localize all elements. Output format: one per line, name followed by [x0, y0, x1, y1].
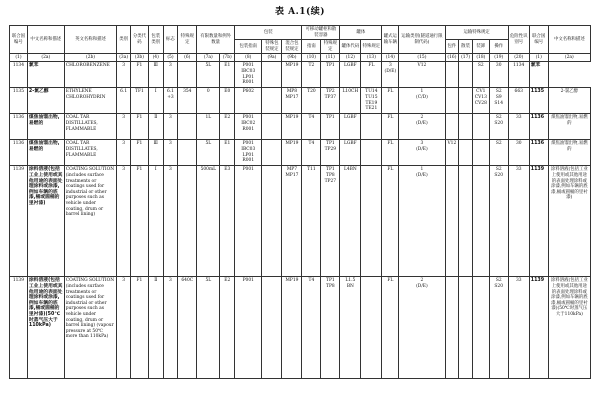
table-cell: 3 (D/E)	[382, 62, 399, 88]
table-cell: 3	[163, 166, 178, 277]
hdr-tank-group: 可移动罐柜和散装容器	[302, 26, 340, 40]
table-cell: FL	[382, 140, 399, 166]
hdr-pack-instr: 包装指南	[235, 40, 262, 54]
column-number: (16)	[445, 54, 459, 62]
table-cell	[178, 114, 197, 140]
table-cell: MP19	[282, 114, 302, 140]
table-cell: 煤焦油馏出物,易燃的	[548, 140, 590, 166]
table-cell	[262, 277, 282, 379]
table-cell: TP1 TP8	[321, 277, 340, 379]
hdr-tank-adr: 罐体	[340, 26, 382, 40]
table-cell: E2	[220, 114, 235, 140]
table-cell: COAL TAR DISTILLATES, FLAMMABLE	[64, 140, 117, 166]
table-cell: 33	[508, 277, 529, 379]
table-cell: ETHYLENE CHLOROHYDRIN	[64, 88, 117, 114]
table-cell: S2 S20	[489, 166, 508, 277]
table-cell: MP19	[282, 140, 302, 166]
table-cell: T20	[302, 88, 321, 114]
table-cell: V12	[445, 140, 459, 166]
hdr-pack-special: 特殊包装规定	[262, 40, 282, 54]
table-cell	[472, 114, 489, 140]
column-number: (7a)	[197, 54, 220, 62]
table-cell: Ⅰ	[148, 166, 163, 277]
hdr-class-code: 分类代码	[130, 26, 148, 54]
table-cell: 3	[117, 166, 131, 277]
table-cell: 5L	[197, 140, 220, 166]
table-cell: P001 IBC02 R001	[235, 114, 262, 140]
column-number: (4)	[148, 54, 163, 62]
table-cell: TP1 TP29	[321, 140, 340, 166]
table-cell: 30	[489, 62, 508, 88]
table-cell	[459, 166, 473, 277]
hdr-tank-sp: 特殊规定	[321, 40, 340, 54]
table-cell: E2	[220, 277, 235, 379]
table-row	[10, 277, 591, 379]
column-number: (1)	[529, 54, 548, 62]
table-cell: 5L	[197, 277, 220, 379]
column-number: (7b)	[220, 54, 235, 62]
table-cell: TU14 TU15 TE19 TE21	[361, 88, 382, 114]
hdr-pg: 包装类别	[148, 26, 163, 54]
table-cell: 2-氯乙醇	[27, 88, 64, 114]
hdr-load: 装卸	[472, 40, 489, 54]
column-number: (19)	[489, 54, 508, 62]
table-cell: MP8 MP17	[282, 88, 302, 114]
hdr-sp: 特殊规定	[178, 26, 197, 54]
column-number: (12)	[340, 54, 361, 62]
hdr-limited: 有限数量和例外数量	[197, 26, 235, 54]
hdr-un-no2: 联合国编号	[529, 26, 548, 54]
table-cell	[361, 114, 382, 140]
table-cell	[361, 140, 382, 166]
table-cell: FL	[382, 88, 399, 114]
table-cell: 30	[508, 140, 529, 166]
table-cell: S2 S9 S14	[489, 88, 508, 114]
table-cell: P001 IBC03 LP01 R001	[235, 62, 262, 88]
column-number: (9a)	[262, 54, 282, 62]
table-title: 表 A.1(续)	[274, 7, 326, 17]
hdr-en-name: 英文名称和描述	[64, 26, 117, 54]
table-cell: 1136	[10, 114, 28, 140]
table-cell: CV1 CV13 CV28	[472, 88, 489, 114]
table-cell	[361, 277, 382, 379]
hdr-tank-sp2: 特殊规定	[361, 40, 382, 54]
table-cell: 3	[117, 140, 131, 166]
hdr-bulk: 散装	[459, 40, 473, 54]
table-cell: P001	[235, 277, 262, 379]
table-cell	[445, 114, 459, 140]
table-body	[10, 62, 591, 379]
table-cell: 2-氯乙醇	[548, 88, 590, 114]
table-cell: F1	[130, 114, 148, 140]
table-cell: 煤焦油馏出物,易燃的	[27, 140, 64, 166]
table-cell: 2 (D/E)	[399, 114, 445, 140]
table-cell: 5L	[197, 62, 220, 88]
table-row	[10, 166, 591, 277]
table-cell: E3	[220, 166, 235, 277]
table-cell: CHLOROBENZENE	[64, 62, 117, 88]
table-cell	[178, 140, 197, 166]
column-number-row	[10, 54, 591, 62]
table-cell: 1139	[10, 166, 28, 277]
table-cell: F1	[130, 277, 148, 379]
table-cell: 640C	[178, 277, 197, 379]
table-row	[10, 140, 591, 166]
hdr-label: 标志	[163, 26, 178, 54]
table-cell: S2 S20	[489, 277, 508, 379]
table-cell: LGBF	[340, 114, 361, 140]
table-cell: 涂料溶液(包括工业上使用或其他用途的表面处理涂料或涂漆,例如车辆的底漆,桶或圆桶的里衬漆)(50℃时蒸气压大于110kPa)	[548, 277, 590, 379]
table-cell: TP1 TP8 TP27	[321, 166, 340, 277]
column-number: (14)	[382, 54, 399, 62]
table-cell	[459, 277, 473, 379]
table-cell: MP19	[282, 62, 302, 88]
table-cell: FL	[382, 166, 399, 277]
table-cell: COATING SOLUTION (includes surface treatments or coatings used for industrial or other purposes such as vehicle under coating, drum or barrel lining)	[64, 166, 117, 277]
table-cell: 500mL	[197, 166, 220, 277]
column-number: (2a)	[27, 54, 64, 62]
table-cell: T4	[302, 114, 321, 140]
table-cell: T2	[302, 62, 321, 88]
table-cell: 33	[508, 114, 529, 140]
table-cell	[459, 62, 473, 88]
column-number: (1)	[10, 54, 28, 62]
table-cell: 3	[163, 62, 178, 88]
table-cell: 涂料溶液(包括工业上使用或其他用途的表面处理涂料或涂漆,例如车辆的底漆,桶或圆桶的里衬漆)(50℃时蒸气压大于110kPa)	[27, 277, 64, 379]
table-cell: E1	[220, 140, 235, 166]
table-cell: 3	[117, 277, 131, 379]
table-cell: 3	[117, 114, 131, 140]
table-cell: LGBF	[340, 62, 361, 88]
table-cell: 663	[508, 88, 529, 114]
table-cell	[445, 88, 459, 114]
column-number: (2a)	[548, 54, 590, 62]
table-cell	[472, 140, 489, 166]
table-cell: 1139	[529, 166, 548, 277]
hdr-class: 类别	[117, 26, 131, 54]
table-cell: 涂料溶液(包括工业上使用或其他用途的表面处理涂料或涂漆,例如车辆的底漆,桶或圆桶的里衬漆)	[548, 166, 590, 277]
table-cell: 1136	[529, 140, 548, 166]
table-cell: MP19	[282, 277, 302, 379]
table-cell: TF1	[130, 88, 148, 114]
table-cell	[178, 62, 197, 88]
table-cell: 2 (D/E)	[399, 277, 445, 379]
hdr-zh-name: 中文名称和描述	[27, 26, 64, 54]
table-cell: 1 (C/D)	[399, 88, 445, 114]
table-cell: L10CH	[340, 88, 361, 114]
column-number: (13)	[361, 54, 382, 62]
table-cell: FL	[382, 114, 399, 140]
table-cell: T4	[302, 277, 321, 379]
column-number: (15)	[399, 54, 445, 62]
table-cell: 煤焦油馏出物,易燃的	[548, 114, 590, 140]
table-cell: 1136	[529, 114, 548, 140]
hdr-tank-instr: 指南	[302, 40, 321, 54]
hdr-pkg: 包件	[445, 40, 459, 54]
table-cell: 氯苯	[27, 62, 64, 88]
table-cell: F1	[130, 166, 148, 277]
table-cell: Ⅲ	[148, 62, 163, 88]
table-cell: E1	[220, 62, 235, 88]
table-cell: 1135	[529, 88, 548, 114]
hdr-op: 操作	[489, 40, 508, 54]
table-cell: 涂料溶液(包括工业上使用或其他用途的表面处理涂料或涂漆,例如车辆的底漆,桶或圆桶的里衬漆)	[27, 166, 64, 277]
column-number: (8)	[235, 54, 262, 62]
table-cell: 1135	[10, 88, 28, 114]
table-cell: V12	[399, 62, 445, 88]
table-cell: 6.1 +3	[163, 88, 178, 114]
table-cell	[262, 166, 282, 277]
table-cell: F1	[130, 140, 148, 166]
table-cell: LGBF	[340, 140, 361, 166]
table-cell: 煤焦油馏出物,易燃的	[27, 114, 64, 140]
table-cell: 1136	[10, 140, 28, 166]
table-cell: 3 (D/E)	[399, 140, 445, 166]
table-cell: FL	[382, 277, 399, 379]
table-cell: P602	[235, 88, 262, 114]
hdr-tank-code: 罐体代码	[340, 40, 361, 54]
column-number: (3a)	[117, 54, 131, 62]
table-cell: TP2 TP37	[321, 88, 340, 114]
table-cell: COAL TAR DISTILLATES, FLAMMABLE	[64, 114, 117, 140]
table-cell: L4BN	[340, 166, 361, 277]
table-cell: E0	[220, 88, 235, 114]
table-cell	[459, 88, 473, 114]
table-cell: S2	[472, 62, 489, 88]
table-cell: S2 S20	[489, 114, 508, 140]
table-cell: 0	[197, 88, 220, 114]
table-cell: 3	[117, 62, 131, 88]
table-cell: TP1	[321, 114, 340, 140]
hdr-transport-cat: 运输类别(隧道通行限制代码)	[399, 26, 445, 54]
table-cell	[459, 114, 473, 140]
table-cell: 1 (D/E)	[399, 166, 445, 277]
table-cell	[459, 140, 473, 166]
column-number: (5)	[163, 54, 178, 62]
column-number: (3b)	[130, 54, 148, 62]
table-cell: T11	[302, 166, 321, 277]
column-number: (10)	[302, 54, 321, 62]
table-cell: 1139	[529, 277, 548, 379]
table-cell	[472, 277, 489, 379]
column-number: (9b)	[282, 54, 302, 62]
hdr-un-no: 联合国编号	[10, 26, 28, 54]
table-cell: Ⅰ	[148, 88, 163, 114]
hdr-zh-name2: 中文名称和描述	[548, 26, 590, 54]
column-number: (2b)	[64, 54, 117, 62]
hdr-hazard-id: 危险性识别号	[508, 26, 529, 54]
column-number: (20)	[508, 54, 529, 62]
table-cell	[472, 166, 489, 277]
table-cell: L1.5 BN	[340, 277, 361, 379]
table-row	[10, 114, 591, 140]
hdr-transport-special: 运输特殊规定	[445, 26, 508, 40]
column-number: (11)	[321, 54, 340, 62]
table-cell	[445, 277, 459, 379]
table-cell: MP7 MP17	[282, 166, 302, 277]
hdr-vehicle: 罐式运输车辆	[382, 26, 399, 54]
table-cell: 354	[178, 88, 197, 114]
table-cell: 1139	[10, 277, 28, 379]
column-number: (17)	[459, 54, 473, 62]
column-number: (18)	[472, 54, 489, 62]
table-cell	[262, 114, 282, 140]
column-number: (6)	[178, 54, 197, 62]
table-row	[10, 62, 591, 88]
table-cell: 3	[163, 277, 178, 379]
table-cell: 33	[508, 166, 529, 277]
table-cell: 氯苯	[529, 62, 548, 88]
table-cell: Ⅱ	[148, 114, 163, 140]
table-cell: 6.1	[117, 88, 131, 114]
table-row	[10, 88, 591, 114]
table-cell: T4	[302, 140, 321, 166]
table-cell: FL	[361, 62, 382, 88]
table-cell	[178, 166, 197, 277]
table-cell: 1134	[10, 62, 28, 88]
table-cell	[262, 62, 282, 88]
table-cell: 1134	[508, 62, 529, 88]
hdr-packaging: 包装	[235, 26, 302, 40]
dangerous-goods-table	[9, 25, 591, 379]
table-cell	[445, 62, 459, 88]
table-cell: Ⅲ	[148, 140, 163, 166]
table-cell: 1L	[197, 114, 220, 140]
table-cell	[361, 166, 382, 277]
table-cell: F1	[130, 62, 148, 88]
table-cell: P001	[235, 166, 262, 277]
table-cell: S2	[489, 140, 508, 166]
table-cell	[262, 140, 282, 166]
table-cell: 3	[163, 114, 178, 140]
table-cell: TP1	[321, 62, 340, 88]
table-cell: P001 IBC03 LP01 R001	[235, 140, 262, 166]
table-cell: COATING SOLUTION (includes surface treatments or coatings used for industrial or other purposes such as vehicle under coating, drum or barrel lining) (vapour pressure at 50℃ more than 110kPa)	[64, 277, 117, 379]
table-cell	[262, 88, 282, 114]
table-cell	[445, 166, 459, 277]
hdr-mixed: 混合包装规定	[282, 40, 302, 54]
table-cell: 3	[163, 140, 178, 166]
table-cell: Ⅱ	[148, 277, 163, 379]
